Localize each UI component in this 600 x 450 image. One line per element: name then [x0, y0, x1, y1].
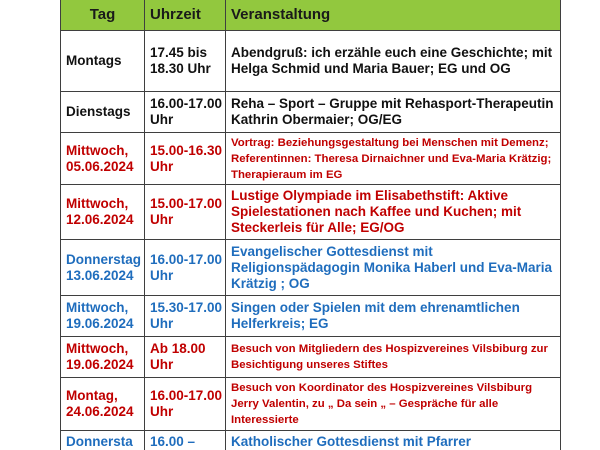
- cell-uhrzeit: 16.00-17.00 Uhr: [145, 240, 226, 296]
- table-row: [61, 31, 561, 92]
- cell-uhrzeit: 16.00-17.00 Uhr: [145, 378, 226, 431]
- cell-veranstaltung: Lustige Olympiade im Elisabethstift: Aktive Spielestationen nach Kaffee und Kuchen; mit Steckerleis für Alle; EG/OG: [226, 185, 561, 240]
- header-row: [61, 0, 561, 31]
- table-row: [61, 92, 561, 133]
- table-row: [61, 431, 561, 450]
- cell-veranstaltung: Evangelischer Gottesdienst mit Religionspädagogin Monika Haberl und Eva-Maria Krätzig ; OG: [226, 240, 561, 296]
- cell-tag: Mittwoch, 19.06.2024: [61, 337, 145, 378]
- cell-uhrzeit: 16.00-17.00 Uhr: [145, 92, 226, 133]
- header-veranstaltung: Veranstaltung: [226, 0, 561, 31]
- table-row: [61, 185, 561, 240]
- cell-veranstaltung: Besuch von Mitgliedern des Hospizvereines Vilsbiburg zur Besichtigung unseres Stiftes: [226, 337, 561, 378]
- cell-uhrzeit: 15.00-17.00 Uhr: [145, 185, 226, 240]
- table-row: [61, 296, 561, 337]
- cell-uhrzeit: 16.00 –: [145, 431, 226, 450]
- schedule-table: [60, 0, 561, 450]
- cell-veranstaltung: Singen oder Spielen mit dem ehrenamtlichen Helferkreis; EG: [226, 296, 561, 337]
- cell-tag: Donnerstag 13.06.2024: [61, 240, 145, 296]
- cell-uhrzeit: 15.00-16.30 Uhr: [145, 133, 226, 185]
- cell-uhrzeit: 15.30-17.00 Uhr: [145, 296, 226, 337]
- table-row: [61, 240, 561, 296]
- cell-uhrzeit: 17.45 bis 18.30 Uhr: [145, 31, 226, 92]
- cell-tag: Mittwoch, 05.06.2024: [61, 133, 145, 185]
- cell-veranstaltung: Besuch von Koordinator des Hospizvereines Vilsbiburg Jerry Valentin, zu „ Da sein „ – Gespräche für alle Interessierte: [226, 378, 561, 431]
- cell-uhrzeit: Ab 18.00 Uhr: [145, 337, 226, 378]
- cell-tag: Montag, 24.06.2024: [61, 378, 145, 431]
- header-uhrzeit: Uhrzeit: [145, 0, 226, 31]
- cell-tag: Mittwoch, 12.06.2024: [61, 185, 145, 240]
- cell-veranstaltung: Katholischer Gottesdienst mit Pfarrer: [226, 431, 561, 450]
- cell-veranstaltung: Vortrag: Beziehungsgestaltung bei Menschen mit Demenz; Referentinnen: Theresa Dirnaichner und Eva-Maria Krätzig; Therapieraum im EG: [226, 133, 561, 185]
- cell-tag: Mittwoch, 19.06.2024: [61, 296, 145, 337]
- cell-tag: Montags: [61, 31, 145, 92]
- cell-veranstaltung: Abendgruß: ich erzähle euch eine Geschichte; mit Helga Schmid und Maria Bauer; EG und OG: [226, 31, 561, 92]
- table-row: [61, 337, 561, 378]
- cell-tag: Donnersta: [61, 431, 145, 450]
- table-row: [61, 133, 561, 185]
- header-tag: Tag: [61, 0, 145, 31]
- cell-tag: Dienstags: [61, 92, 145, 133]
- cell-veranstaltung: Reha – Sport – Gruppe mit Rehasport-Therapeutin Kathrin Obermaier; OG/EG: [226, 92, 561, 133]
- table-row: [61, 378, 561, 431]
